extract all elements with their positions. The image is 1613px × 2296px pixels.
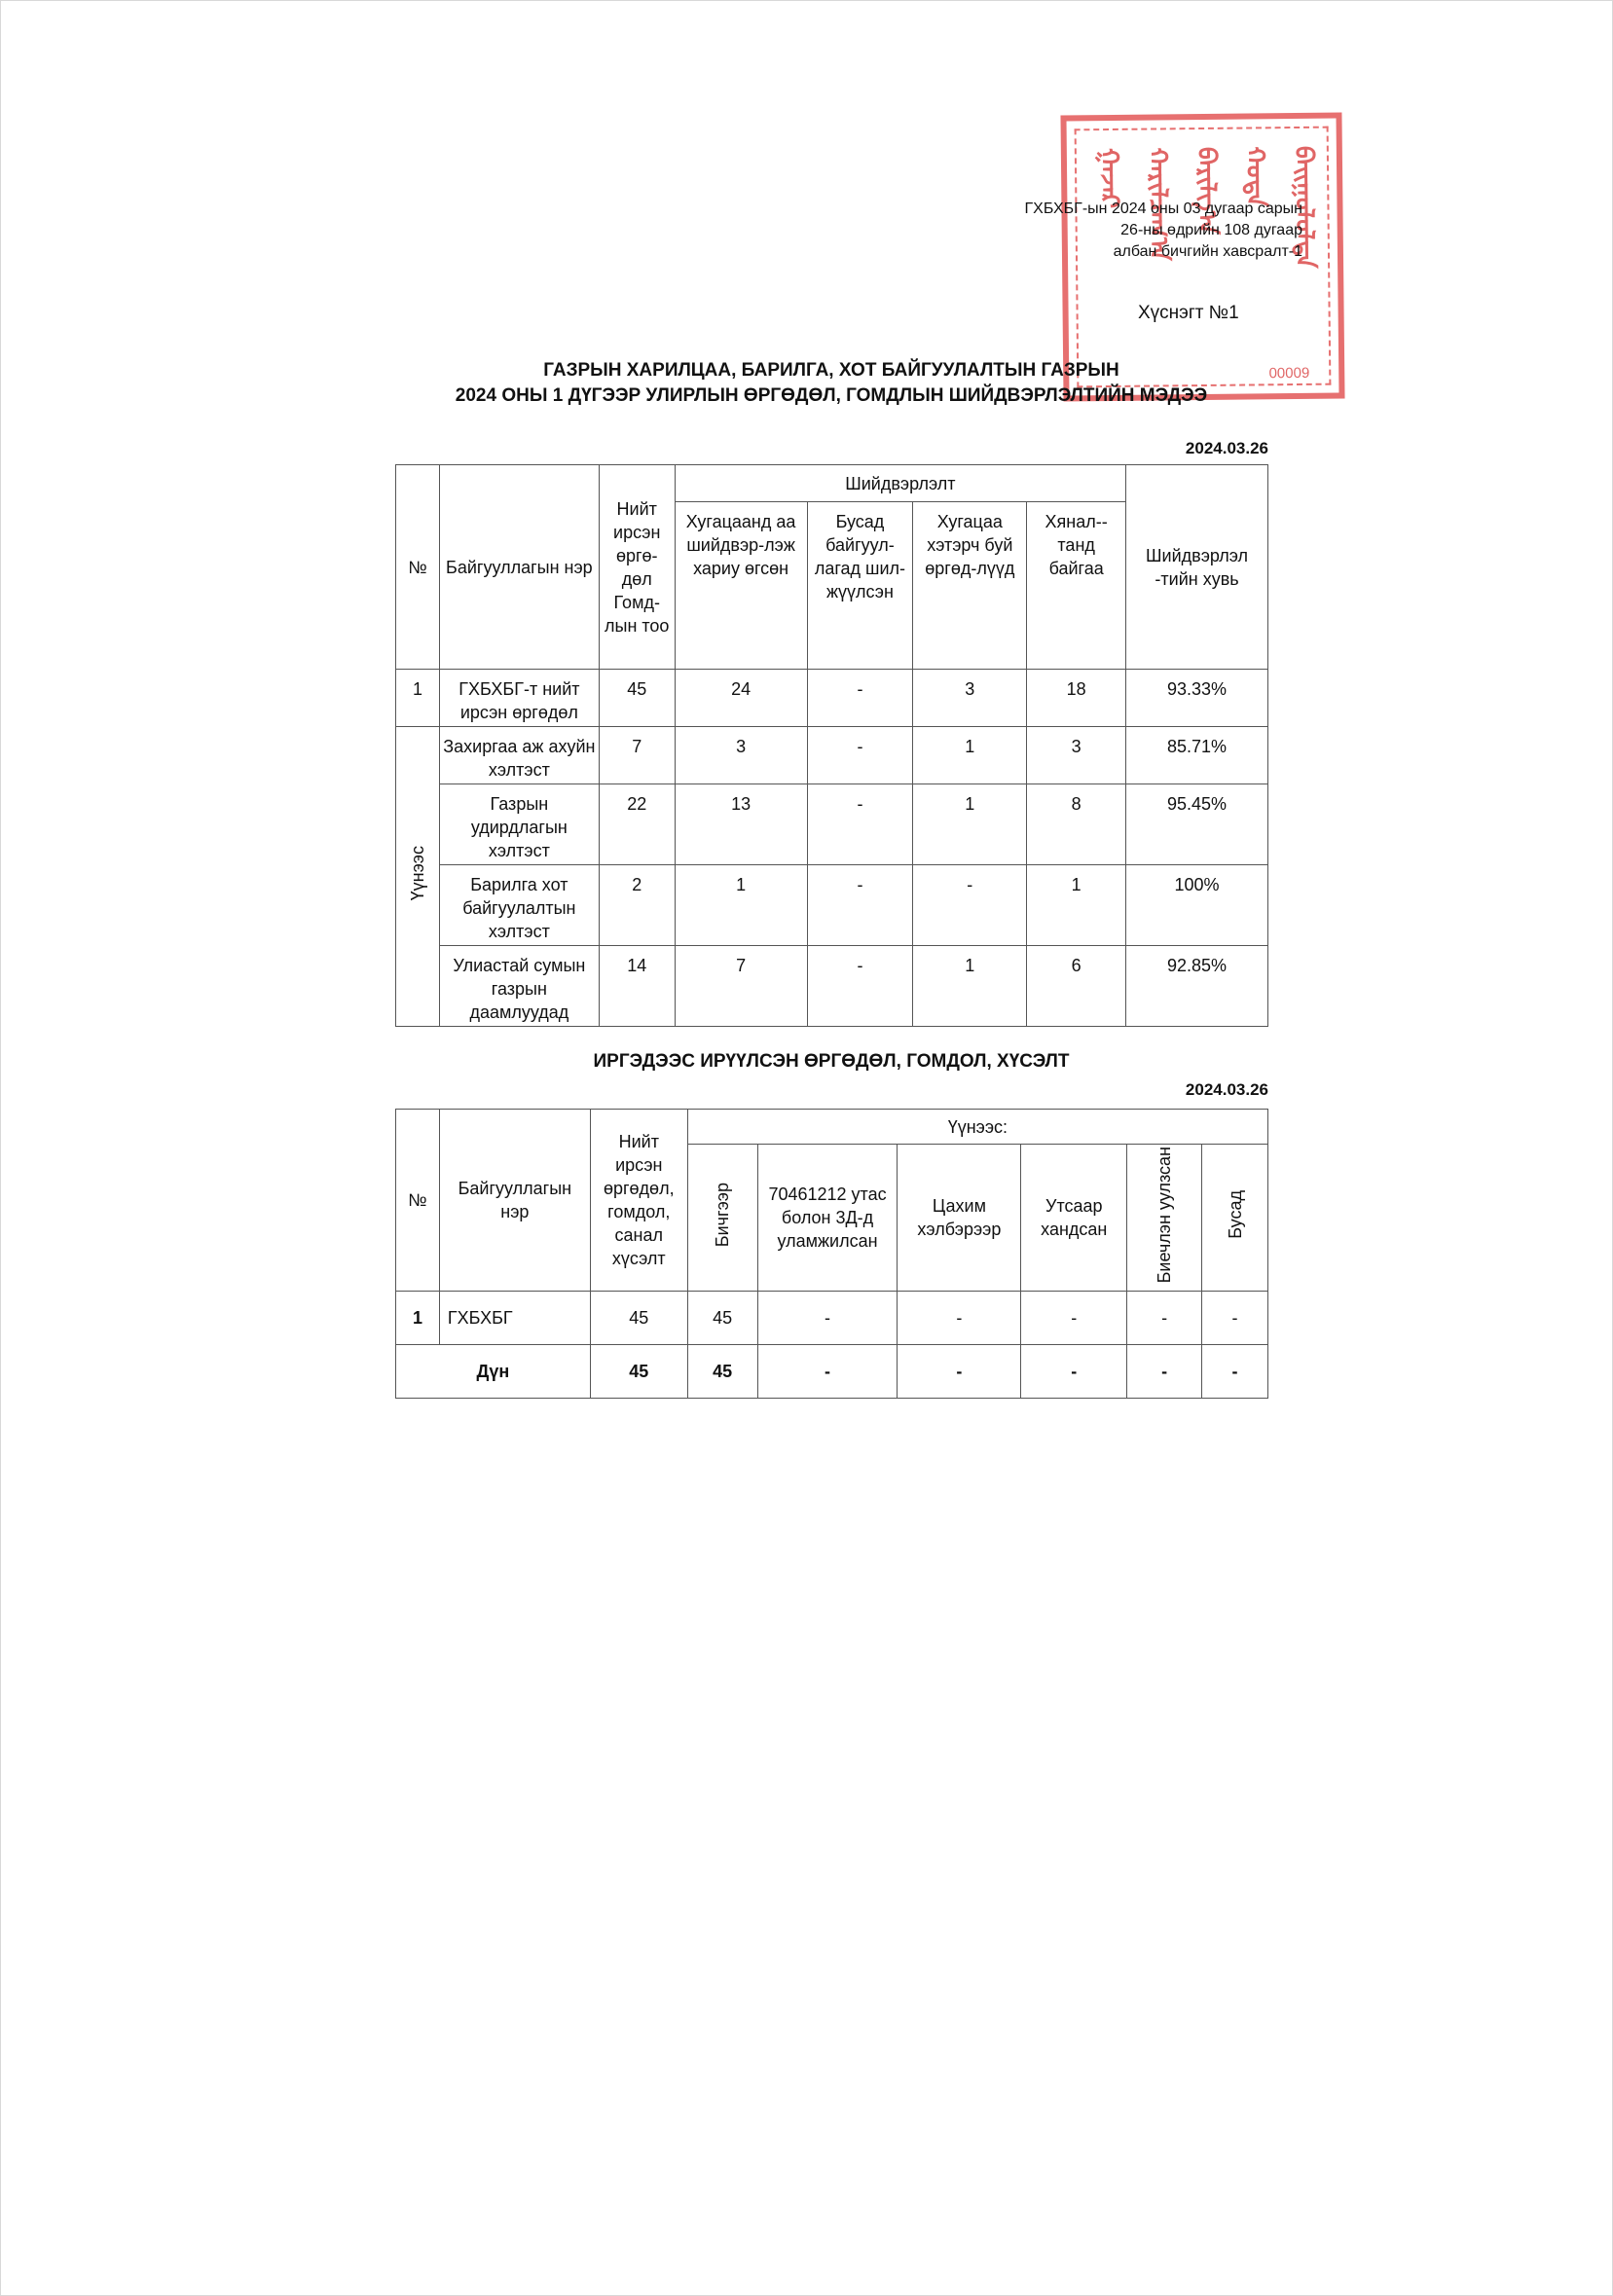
cell-in-control: 18 — [1027, 670, 1126, 727]
cell-overdue: 1 — [913, 784, 1027, 865]
header-total: Нийт ирсэн өргө-дөл Гомд-лын тоо — [599, 465, 675, 670]
cell-on-time: 24 — [675, 670, 807, 727]
header-by-phone: Утсаар хандсан — [1021, 1145, 1127, 1292]
cell-org: Захиргаа аж ахуйн хэлтэст — [439, 727, 599, 784]
cell-transferred: - — [807, 670, 913, 727]
annex-line-3: албан бичгийн хавсралт-1 — [1113, 243, 1302, 260]
cell-total: 45 — [590, 1292, 687, 1345]
header-resolution: Шийдвэрлэлт — [675, 465, 1125, 502]
header-other — [1202, 1145, 1268, 1292]
table-row — [396, 784, 1268, 865]
cell-total: 14 — [599, 946, 675, 1027]
cell-on-time: 1 — [675, 865, 807, 946]
seal-script-1: ᠭᠠᠵᠠᠷ — [1093, 147, 1124, 209]
seal-script-3: ᠪᠠᠷᠢᠯᠭ᠎ᠠ — [1191, 146, 1222, 236]
cell-in-control: 1 — [1027, 865, 1126, 946]
cell-rate: 93.33% — [1126, 670, 1268, 727]
annex-line-2: 26-ны өдрийн 108 дугаар — [1120, 222, 1302, 238]
cell-other: - — [1202, 1345, 1268, 1399]
header-on-time: Хугацаанд аа шийдвэр-лэж хариу өгсөн — [675, 502, 807, 670]
seal-script-5: ᠪᠠᠢᠭᠤᠯᠤᠯᠲᠠ — [1288, 145, 1320, 269]
cell-overdue: - — [913, 865, 1027, 946]
cell-transferred: - — [807, 946, 913, 1027]
cell-in-control: 8 — [1027, 784, 1126, 865]
cell-overdue: 1 — [913, 727, 1027, 784]
cell-written: 45 — [687, 1345, 757, 1399]
cell-written: 45 — [687, 1292, 757, 1345]
report-title-line-1: ГАЗРЫН ХАРИЛЦАА, БАРИЛГА, ХОТ БАЙГУУЛАЛТЫН ГАЗРЫН — [543, 360, 1119, 381]
cell-online: - — [898, 1345, 1021, 1399]
report-title-line-2: 2024 ОНЫ 1 ДҮГЭЭР УЛИРЛЫН ӨРГӨДӨЛ, ГОМДЛЫН ШИЙДВЭРЛЭЛТИЙН МЭДЭЭ — [455, 385, 1208, 406]
cell-no: 1 — [396, 670, 440, 727]
seal-script-2: ᠬᠠᠷᠢᠯᠴᠠᠭ᠎ᠠ — [1142, 147, 1174, 262]
header-in-control: Хянал--танд байгаа — [1027, 502, 1126, 670]
cell-rate: 95.45% — [1126, 784, 1268, 865]
header-in-person-label: Биечлэн уулзсан — [1155, 1147, 1175, 1284]
cell-overdue: 1 — [913, 946, 1027, 1027]
header-phone: 70461212 утас болон 3Д-д уламжилсан — [757, 1145, 898, 1292]
cell-total: 45 — [599, 670, 675, 727]
cell-by-phone: - — [1021, 1292, 1127, 1345]
header-written-label: Бичгээр — [713, 1183, 733, 1248]
report-title — [393, 358, 1269, 409]
cell-no: 1 — [396, 1292, 440, 1345]
seal-script-4: ᠬᠣᠲᠠ — [1239, 146, 1270, 208]
cell-on-time: 3 — [675, 727, 807, 784]
cell-total-label: Дүн — [396, 1345, 591, 1399]
citizen-requests-table — [395, 1109, 1268, 1399]
citizens-date: 2024.03.26 — [1185, 1080, 1268, 1099]
resolution-table — [395, 464, 1268, 1027]
cell-on-time: 7 — [675, 946, 807, 1027]
citizens-title: ИРГЭДЭЭС ИРҮҮЛСЭН ӨРГӨДӨЛ, ГОМДОЛ, ХҮСЭЛТ — [593, 1051, 1070, 1072]
cell-in-control: 6 — [1027, 946, 1126, 1027]
cell-transferred: - — [807, 865, 913, 946]
cell-total: 7 — [599, 727, 675, 784]
cell-overdue: 3 — [913, 670, 1027, 727]
cell-other: - — [1202, 1292, 1268, 1345]
cell-org: Барилга хот байгуулалтын хэлтэст — [439, 865, 599, 946]
header-of-which: Үүнээс: — [687, 1110, 1267, 1145]
seal-code: 00009 — [1268, 364, 1310, 383]
header-no: № — [396, 1110, 440, 1292]
table-row — [396, 1292, 1268, 1345]
cell-phone: - — [757, 1292, 898, 1345]
header-rate: Шийдвэрлэл -тийн хувь — [1126, 465, 1268, 670]
table-row — [396, 727, 1268, 784]
cell-total: 2 — [599, 865, 675, 946]
cell-rate: 92.85% — [1126, 946, 1268, 1027]
cell-transferred: - — [807, 784, 913, 865]
cell-total: 45 — [590, 1345, 687, 1399]
header-other-label: Бусад — [1225, 1190, 1245, 1240]
cell-rate: 100% — [1126, 865, 1268, 946]
table-row — [396, 670, 1268, 727]
cell-in-person: - — [1127, 1292, 1202, 1345]
cell-online: - — [898, 1292, 1021, 1345]
cell-transferred: - — [807, 727, 913, 784]
header-online: Цахим хэлбэрээр — [898, 1145, 1021, 1292]
header-no: № — [396, 465, 440, 670]
cell-org: Улиастай сумын газрын даамлуудад — [439, 946, 599, 1027]
header-org: Байгууллагын нэр — [439, 465, 599, 670]
annex-note — [1025, 199, 1302, 263]
header-transferred: Бусад байгуул-лагад шил-жүүлсэн — [807, 502, 913, 670]
cell-on-time: 13 — [675, 784, 807, 865]
annex-line-1: ГХБХБГ-ын 2024 оны 03 дугаар сарын — [1024, 200, 1302, 217]
cell-rate: 85.71% — [1126, 727, 1268, 784]
cell-by-phone: - — [1021, 1345, 1127, 1399]
total-row — [396, 1345, 1268, 1399]
cell-org: ГХБХБГ-т нийт ирсэн өргөдөл — [439, 670, 599, 727]
cell-org: Газрын удирдлагын хэлтэст — [439, 784, 599, 865]
report-date: 2024.03.26 — [1185, 439, 1268, 457]
header-total: Нийт ирсэн өргөдөл, гомдол, санал хүсэлт — [590, 1110, 687, 1292]
cell-in-control: 3 — [1027, 727, 1126, 784]
cell-org: ГХБХБГ — [439, 1292, 590, 1345]
cell-in-person: - — [1127, 1345, 1202, 1399]
table-row — [396, 946, 1268, 1027]
cell-phone: - — [757, 1345, 898, 1399]
header-in-person — [1127, 1145, 1202, 1292]
header-written — [687, 1145, 757, 1292]
header-org: Байгууллагын нэр — [439, 1110, 590, 1292]
header-overdue: Хугацаа хэтэрч буй өргөд-лүүд — [913, 502, 1027, 670]
table-row — [396, 865, 1268, 946]
of-which-label: Үүнээс — [407, 846, 427, 901]
table-number: Хүснэгт №1 — [1138, 303, 1239, 323]
cell-total: 22 — [599, 784, 675, 865]
cell-of-which — [396, 727, 440, 1027]
